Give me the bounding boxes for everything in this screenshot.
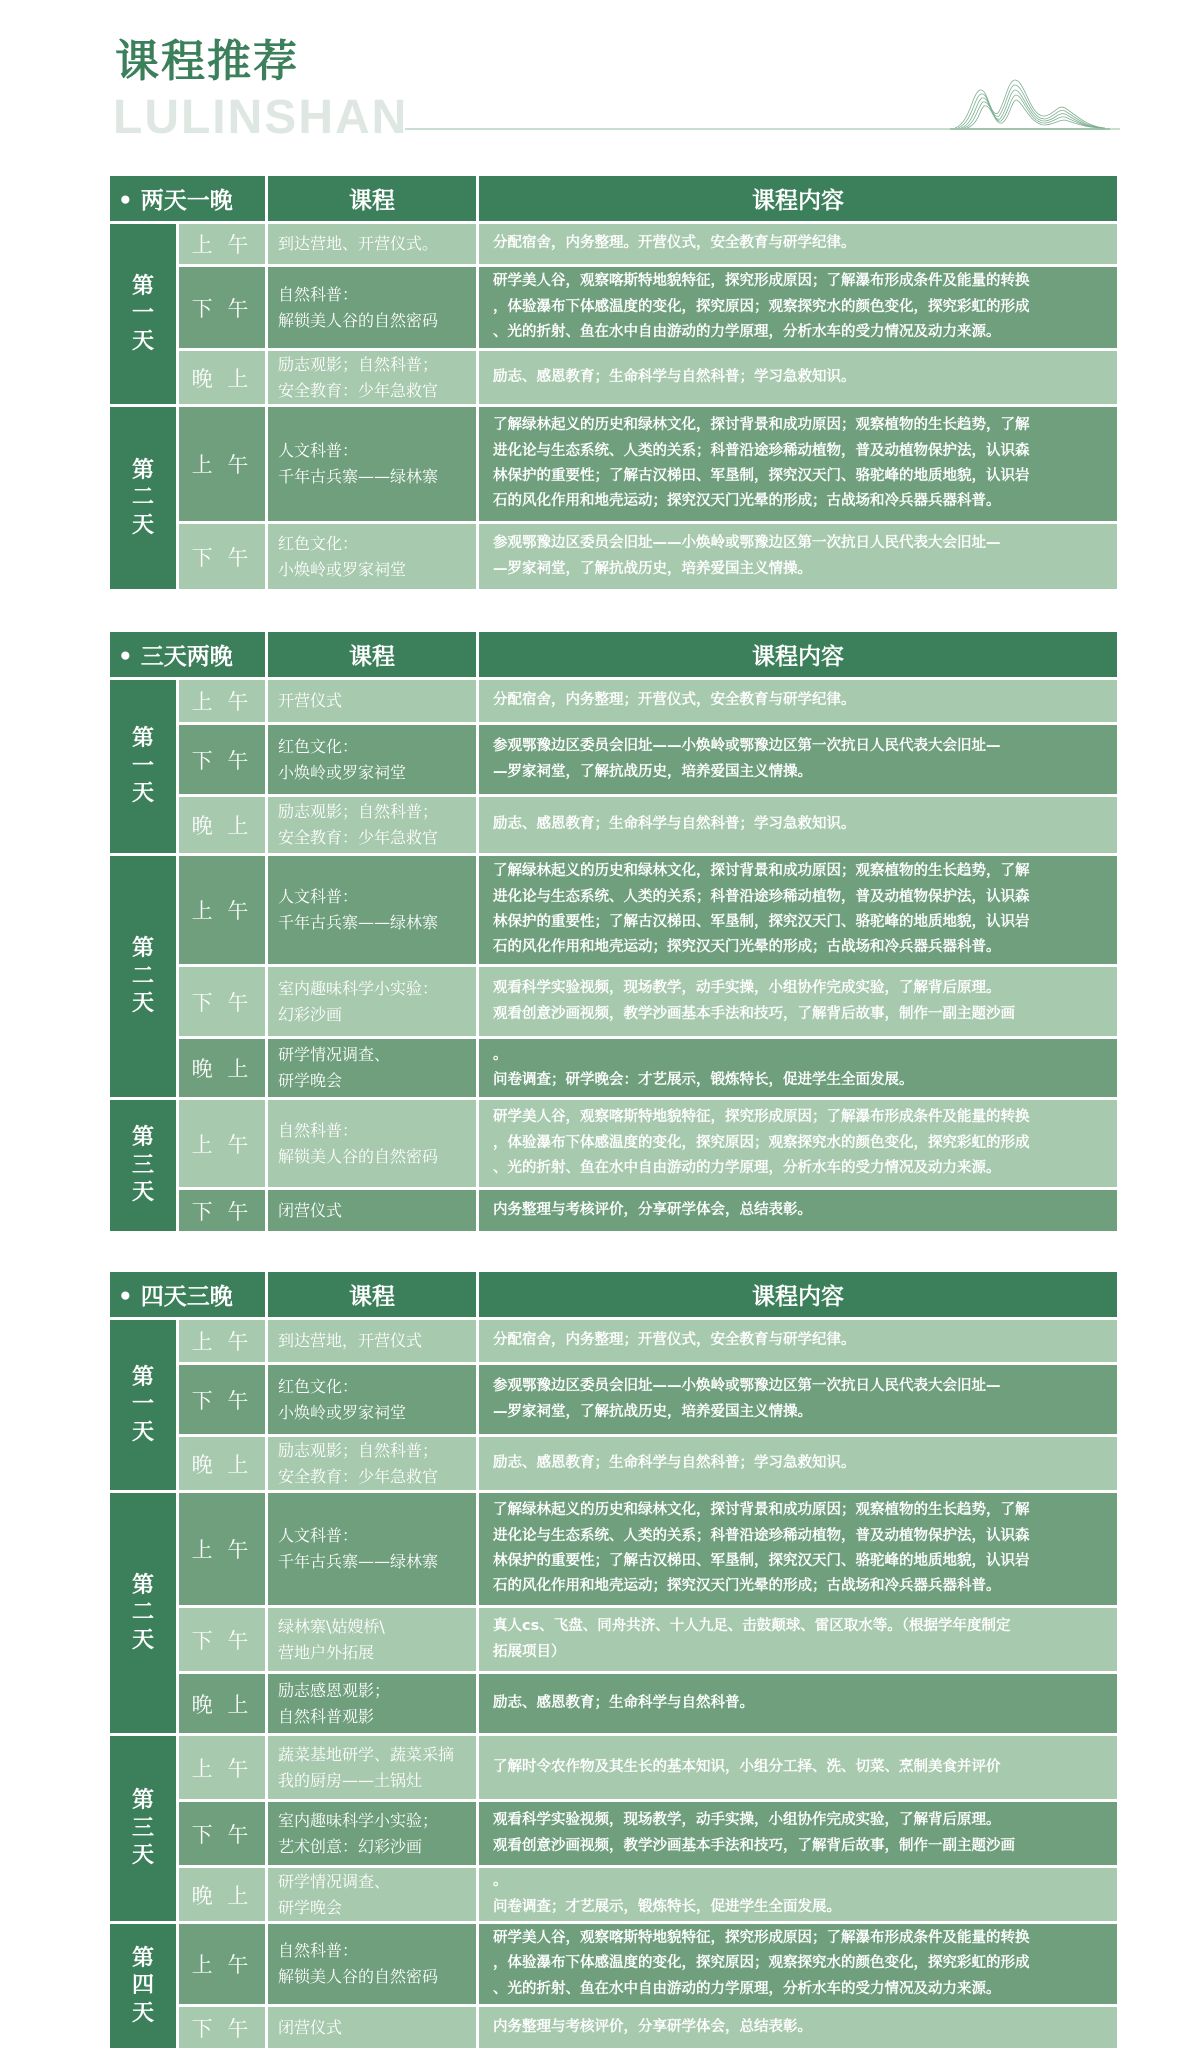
- course-line: 励志观影；自然科普；: [278, 1440, 439, 1460]
- period-label: 上 午: [179, 1493, 265, 1605]
- content-line: 、光的折射、鱼在水中自由游动的力学原理，分析水车的受力情况及动力来源。: [493, 1980, 1001, 1997]
- content-line: ，体验瀑布下体感温度的变化，探究原因；观察探究水的颜色变化，探究彩虹的形成: [493, 298, 1030, 315]
- course-name: [268, 1320, 476, 1362]
- table-row: [110, 1039, 1117, 1097]
- course-line: 千年古兵寨——绿林寨: [278, 467, 439, 486]
- table-row: [110, 1674, 1117, 1733]
- course-line: 闭营仪式: [278, 1200, 343, 1220]
- table-row: [110, 407, 1117, 521]
- content-line: 进化论与生态系统、人类的关系；科普沿途珍稀动植物，普及动植物保护法，认识森: [493, 1527, 1030, 1544]
- course-line: 室内趣味科学小实验：: [278, 978, 439, 998]
- content-line: 问卷调查；研学晚会：才艺展示，锻炼特长，促进学生全面发展。: [493, 1072, 914, 1088]
- content-line: 参观鄂豫边区委员会旧址——小焕岭或鄂豫边区第一次抗日人民代表大会旧址—: [493, 535, 1001, 552]
- content-line: 进化论与生态系统、人类的关系；科普沿途珍稀动植物，普及动植物保护法，认识森: [493, 888, 1030, 905]
- course-line: 研学情况调查、: [278, 1871, 391, 1891]
- table-row: [110, 725, 1117, 794]
- course-name: [268, 407, 476, 521]
- table-row: [110, 856, 1117, 964]
- course-content: [479, 1100, 1117, 1187]
- content-line: 分配宿舍，内务整理。开营仪式，安全教育与研学纪律。: [493, 235, 856, 252]
- course-line: 安全教育：少年急救官: [278, 380, 439, 400]
- day-cell: [110, 224, 176, 404]
- course-line: 室内趣味科学小实验；: [278, 1810, 439, 1830]
- course-content: [479, 2007, 1117, 2048]
- content-line: 内务整理与考核评价，分享研学体会，总结表彰。: [493, 1201, 812, 1218]
- period-label: 下 午: [179, 967, 265, 1036]
- day-cell: [110, 1493, 176, 1733]
- course-name: [268, 1802, 476, 1865]
- table-row: [110, 1924, 1117, 2004]
- period-label: 晚 上: [179, 1039, 265, 1097]
- course-content: [479, 224, 1117, 264]
- course-line: 励志观影；自然科普；: [278, 354, 439, 374]
- day-cell: [110, 1736, 176, 1921]
- course-name: [268, 1365, 476, 1434]
- day-cell: [110, 1100, 176, 1231]
- course-content: [479, 680, 1117, 722]
- content-line: 林保护的重要性；了解古汉梯田、军垦制，探究汉天门、骆驼峰的地质地貌，认识岩: [493, 468, 1030, 484]
- content-line: —罗家祠堂，了解抗战历史，培养爱国主义情操。: [493, 560, 812, 577]
- content-line: 观看创意沙画视频，教学沙画基本手法和技巧，了解背后故事，制作一副主题沙画: [493, 1005, 1015, 1022]
- course-line: 小焕岭或罗家祠堂: [278, 1402, 407, 1422]
- content-line: 励志、感恩教育；生命科学与自然科普；学习急救知识。: [493, 816, 856, 833]
- course-content: [479, 267, 1117, 348]
- course-line: 开营仪式: [278, 691, 343, 711]
- table-row: [110, 1437, 1117, 1490]
- course-line: 到达营地，开营仪式: [278, 1331, 423, 1351]
- course-name: [268, 1100, 476, 1187]
- column-header-course: 课程: [268, 1272, 476, 1317]
- course-name: [268, 797, 476, 853]
- course-name: [268, 680, 476, 722]
- course-name: [268, 967, 476, 1036]
- course-line: 千年古兵寨——绿林寨: [278, 913, 439, 932]
- course-name: [268, 1493, 476, 1605]
- schedule-table: [107, 629, 1120, 1234]
- course-content: [479, 1190, 1117, 1231]
- period-label: 下 午: [179, 1365, 265, 1434]
- page-title-watermark: LULINSHAN: [113, 91, 409, 144]
- table-plan-label: • 四天三晚: [110, 1272, 265, 1317]
- content-line: 石的风化作用和地壳运动；探究汉天门光晕的形成；古战场和冷兵器兵器科普。: [493, 939, 1001, 956]
- content-line: ，体验瀑布下体感温度的变化，探究原因；观察探究水的颜色变化，探究彩虹的形成: [493, 1955, 1030, 1972]
- content-line: 分配宿舍，内务整理；开营仪式，安全教育与研学纪律。: [493, 692, 856, 709]
- content-line: ，体验瀑布下体感温度的变化，探究原因；观察探究水的颜色变化，探究彩虹的形成: [493, 1134, 1030, 1151]
- period-label: 晚 上: [179, 1674, 265, 1733]
- course-name: [268, 267, 476, 348]
- content-line: 观看科学实验视频，现场教学，动手实操，小组协作完成实验，了解背后原理。: [493, 980, 1001, 997]
- period-label: 上 午: [179, 680, 265, 722]
- course-line: 自然科普：: [278, 284, 359, 304]
- content-line: 了解绿林起义的历史和绿林文化，探讨背景和成功原因；观察植物的生长趋势，了解: [493, 417, 1030, 434]
- content-line: 真人cs、飞盘、同舟共济、十人九足、击鼓颠球、雷区取水等。（根据学年度制定: [493, 1618, 1011, 1635]
- table-row: [110, 797, 1117, 853]
- course-content: [479, 1365, 1117, 1434]
- course-line: 研学晚会: [278, 1897, 343, 1917]
- content-line: 林保护的重要性；了解古汉梯田、军垦制，探究汉天门、骆驼峰的地质地貌，认识岩: [493, 914, 1030, 930]
- course-line: 人文科普：: [278, 441, 359, 461]
- column-header-course: 课程: [268, 176, 476, 221]
- period-label: 下 午: [179, 1608, 265, 1671]
- period-label: 晚 上: [179, 797, 265, 853]
- course-content: [479, 1924, 1117, 2004]
- course-line: 励志感恩观影；: [278, 1680, 391, 1700]
- table-row: [110, 1320, 1117, 1362]
- course-name: [268, 725, 476, 794]
- content-line: 问卷调查；才艺展示，锻炼特长，促进学生全面发展。: [493, 1898, 841, 1915]
- course-line: 研学晚会: [278, 1071, 343, 1090]
- day-label: 第二天: [131, 457, 154, 538]
- column-header-content: 课程内容: [479, 176, 1117, 221]
- course-line: 自然科普：: [278, 1941, 359, 1961]
- course-content: [479, 407, 1117, 521]
- column-header-course: 课程: [268, 632, 476, 677]
- content-line: 了解绿林起义的历史和绿林文化，探讨背景和成功原因；观察植物的生长趋势，了解: [493, 1502, 1030, 1519]
- course-line: 我的厨房——土锅灶: [278, 1770, 423, 1790]
- course-content: [479, 1802, 1117, 1865]
- content-line: 进化论与生态系统、人类的关系；科普沿途珍稀动植物，普及动植物保护法，认识森: [493, 442, 1030, 459]
- period-label: 下 午: [179, 725, 265, 794]
- content-line: 石的风化作用和地壳运动；探究汉天门光晕的形成；古战场和冷兵器兵器科普。: [493, 493, 1001, 510]
- mountain-logo-icon: [950, 78, 1120, 133]
- content-line: —罗家祠堂，了解抗战历史，培养爱国主义情操。: [493, 1403, 812, 1420]
- content-line: 内务整理与考核评价，分享研学体会，总结表彰。: [493, 2018, 812, 2035]
- day-cell: [110, 856, 176, 1097]
- course-content: [479, 1868, 1117, 1921]
- course-line: 研学情况调查、: [278, 1045, 391, 1065]
- table-row: [110, 224, 1117, 264]
- course-line: 自然科普：: [278, 1120, 359, 1140]
- course-line: 人文科普：: [278, 887, 359, 907]
- course-content: [479, 1674, 1117, 1733]
- table-row: [110, 351, 1117, 404]
- course-name: [268, 856, 476, 964]
- course-line: 到达营地、开营仪式。: [278, 234, 439, 254]
- page-title: 课程推荐: [115, 36, 299, 87]
- course-line: 红色文化：: [278, 1376, 359, 1396]
- content-line: 参观鄂豫边区委员会旧址——小焕岭或鄂豫边区第一次抗日人民代表大会旧址—: [493, 1378, 1001, 1395]
- course-content: [479, 1493, 1117, 1605]
- table-row: [110, 1802, 1117, 1865]
- course-content: [479, 967, 1117, 1036]
- course-line: 蔬菜基地研学、蔬菜采摘: [278, 1744, 455, 1764]
- table-row: [110, 1868, 1117, 1921]
- content-line: 拓展项目）: [493, 1643, 566, 1660]
- content-line: 励志、感恩教育；生命科学与自然科普。: [493, 1694, 754, 1711]
- content-line: 。: [493, 1046, 508, 1063]
- course-content: [479, 351, 1117, 404]
- course-line: 红色文化：: [278, 736, 359, 756]
- content-line: 励志、感恩教育；生命科学与自然科普；学习急救知识。: [493, 368, 856, 385]
- table-row: [110, 1608, 1117, 1671]
- day-cell: [110, 407, 176, 589]
- course-line: 闭营仪式: [278, 2017, 343, 2037]
- table-row: [110, 2007, 1117, 2048]
- course-name: [268, 524, 476, 589]
- period-label: 上 午: [179, 1100, 265, 1187]
- period-label: 晚 上: [179, 351, 265, 404]
- table-row: [110, 967, 1117, 1036]
- course-name: [268, 2007, 476, 2048]
- course-content: [479, 1437, 1117, 1490]
- course-line: 解锁美人谷的自然密码: [278, 1967, 439, 1986]
- day-label: 第二天: [131, 936, 154, 1017]
- day-label: 第一天: [131, 726, 154, 807]
- day-label: 第一天: [131, 1364, 154, 1445]
- period-label: 下 午: [179, 2007, 265, 2048]
- table-plan-label: • 三天两晚: [110, 632, 265, 677]
- table-row: [110, 1100, 1117, 1187]
- course-name: [268, 1437, 476, 1490]
- schedule-table: [107, 173, 1120, 592]
- content-line: 石的风化作用和地壳运动；探究汉天门光晕的形成；古战场和冷兵器兵器科普。: [493, 1578, 1001, 1595]
- period-label: 上 午: [179, 407, 265, 521]
- day-label: 第三天: [131, 1788, 154, 1869]
- course-content: [479, 1039, 1117, 1097]
- course-line: 绿林寨\姑嫂桥\: [278, 1616, 385, 1636]
- period-label: 上 午: [179, 1736, 265, 1799]
- column-header-content: 课程内容: [479, 1272, 1117, 1317]
- course-content: [479, 797, 1117, 853]
- course-name: [268, 1608, 476, 1671]
- course-line: 小焕岭或罗家祠堂: [278, 762, 407, 782]
- course-name: [268, 224, 476, 264]
- content-line: 了解绿林起义的历史和绿林文化，探讨背景和成功原因；观察植物的生长趋势，了解: [493, 863, 1030, 880]
- content-line: 参观鄂豫边区委员会旧址——小焕岭或鄂豫边区第一次抗日人民代表大会旧址—: [493, 738, 1001, 755]
- course-line: 自然科普观影: [278, 1706, 375, 1726]
- course-name: [268, 1039, 476, 1097]
- course-line: 小焕岭或罗家祠堂: [278, 559, 407, 579]
- day-label: 第三天: [131, 1125, 154, 1206]
- period-label: 上 午: [179, 1924, 265, 2004]
- period-label: 晚 上: [179, 1868, 265, 1921]
- day-cell: [110, 1320, 176, 1490]
- content-line: 研学美人谷，观察喀斯特地貌特征，探究形成原因；了解瀑布形成条件及能量的转换: [493, 273, 1030, 290]
- period-label: 下 午: [179, 524, 265, 589]
- content-line: 观看创意沙画视频，教学沙画基本手法和技巧，了解背后故事，制作一副主题沙画: [493, 1837, 1015, 1854]
- table-header-row: [110, 176, 1117, 221]
- course-name: [268, 351, 476, 404]
- period-label: 上 午: [179, 224, 265, 264]
- day-label: 第四天: [131, 1945, 154, 2026]
- course-line: 解锁美人谷的自然密码: [278, 1146, 439, 1166]
- course-name: [268, 1674, 476, 1733]
- table-row: [110, 267, 1117, 348]
- course-content: [479, 1320, 1117, 1362]
- table-plan-label: • 两天一晚: [110, 176, 265, 221]
- course-name: [268, 1736, 476, 1799]
- table-row: [110, 1365, 1117, 1434]
- course-line: 千年古兵寨——绿林寨: [278, 1552, 439, 1571]
- course-line: 人文科普：: [278, 1526, 359, 1546]
- course-content: [479, 1736, 1117, 1799]
- period-label: 下 午: [179, 1802, 265, 1865]
- table-row: [110, 1736, 1117, 1799]
- period-label: 晚 上: [179, 1437, 265, 1490]
- course-line: 励志观影；自然科普；: [278, 802, 439, 822]
- content-line: 、光的折射、鱼在水中自由游动的力学原理，分析水车的受力情况及动力来源。: [493, 1160, 1001, 1177]
- day-label: 第二天: [131, 1572, 154, 1653]
- table-row: [110, 680, 1117, 722]
- period-label: 上 午: [179, 856, 265, 964]
- course-line: 安全教育：少年急救官: [278, 828, 439, 847]
- day-cell: [110, 1924, 176, 2048]
- table-header-row: [110, 632, 1117, 677]
- content-line: 研学美人谷，观察喀斯特地貌特征，探究形成原因；了解瀑布形成条件及能量的转换: [493, 1929, 1030, 1946]
- course-content: [479, 524, 1117, 589]
- day-label: 第一天: [131, 273, 154, 354]
- course-name: [268, 1868, 476, 1921]
- course-line: 幻彩沙画: [278, 1004, 343, 1024]
- content-line: 观看科学实验视频，现场教学，动手实操，小组协作完成实验，了解背后原理。: [493, 1812, 1001, 1829]
- content-line: 、光的折射、鱼在水中自由游动的力学原理，分析水车的受力情况及动力来源。: [493, 324, 1001, 341]
- table-row: [110, 1493, 1117, 1605]
- period-label: 下 午: [179, 267, 265, 348]
- course-line: 解锁美人谷的自然密码: [278, 310, 439, 330]
- course-name: [268, 1924, 476, 2004]
- course-line: 红色文化：: [278, 533, 359, 553]
- course-content: [479, 856, 1117, 964]
- content-line: —罗家祠堂，了解抗战历史，培养爱国主义情操。: [493, 763, 812, 780]
- course-content: [479, 1608, 1117, 1671]
- course-content: [479, 725, 1117, 794]
- content-line: 研学美人谷，观察喀斯特地貌特征，探究形成原因；了解瀑布形成条件及能量的转换: [493, 1109, 1030, 1126]
- content-line: 林保护的重要性；了解古汉梯田、军垦制，探究汉天门、骆驼峰的地质地貌，认识岩: [493, 1553, 1030, 1569]
- course-line: 营地户外拓展: [278, 1642, 375, 1662]
- content-line: 励志、感恩教育；生命科学与自然科普；学习急救知识。: [493, 1454, 856, 1471]
- period-label: 上 午: [179, 1320, 265, 1362]
- table-row: [110, 1190, 1117, 1231]
- course-line: 安全教育：少年急救官: [278, 1466, 439, 1486]
- day-cell: [110, 680, 176, 853]
- schedule-table: [107, 1269, 1120, 2050]
- course-name: [268, 1190, 476, 1231]
- content-line: 了解时令农作物及其生长的基本知识，小组分工择、洗、切菜、烹制美食并评价: [493, 1758, 1001, 1775]
- period-label: 下 午: [179, 1190, 265, 1231]
- table-header-row: [110, 1272, 1117, 1317]
- table-row: [110, 524, 1117, 589]
- course-line: 艺术创意：幻彩沙画: [278, 1836, 423, 1856]
- column-header-content: 课程内容: [479, 632, 1117, 677]
- content-line: 。: [493, 1873, 508, 1890]
- content-line: 分配宿舍，内务整理；开营仪式，安全教育与研学纪律。: [493, 1332, 856, 1349]
